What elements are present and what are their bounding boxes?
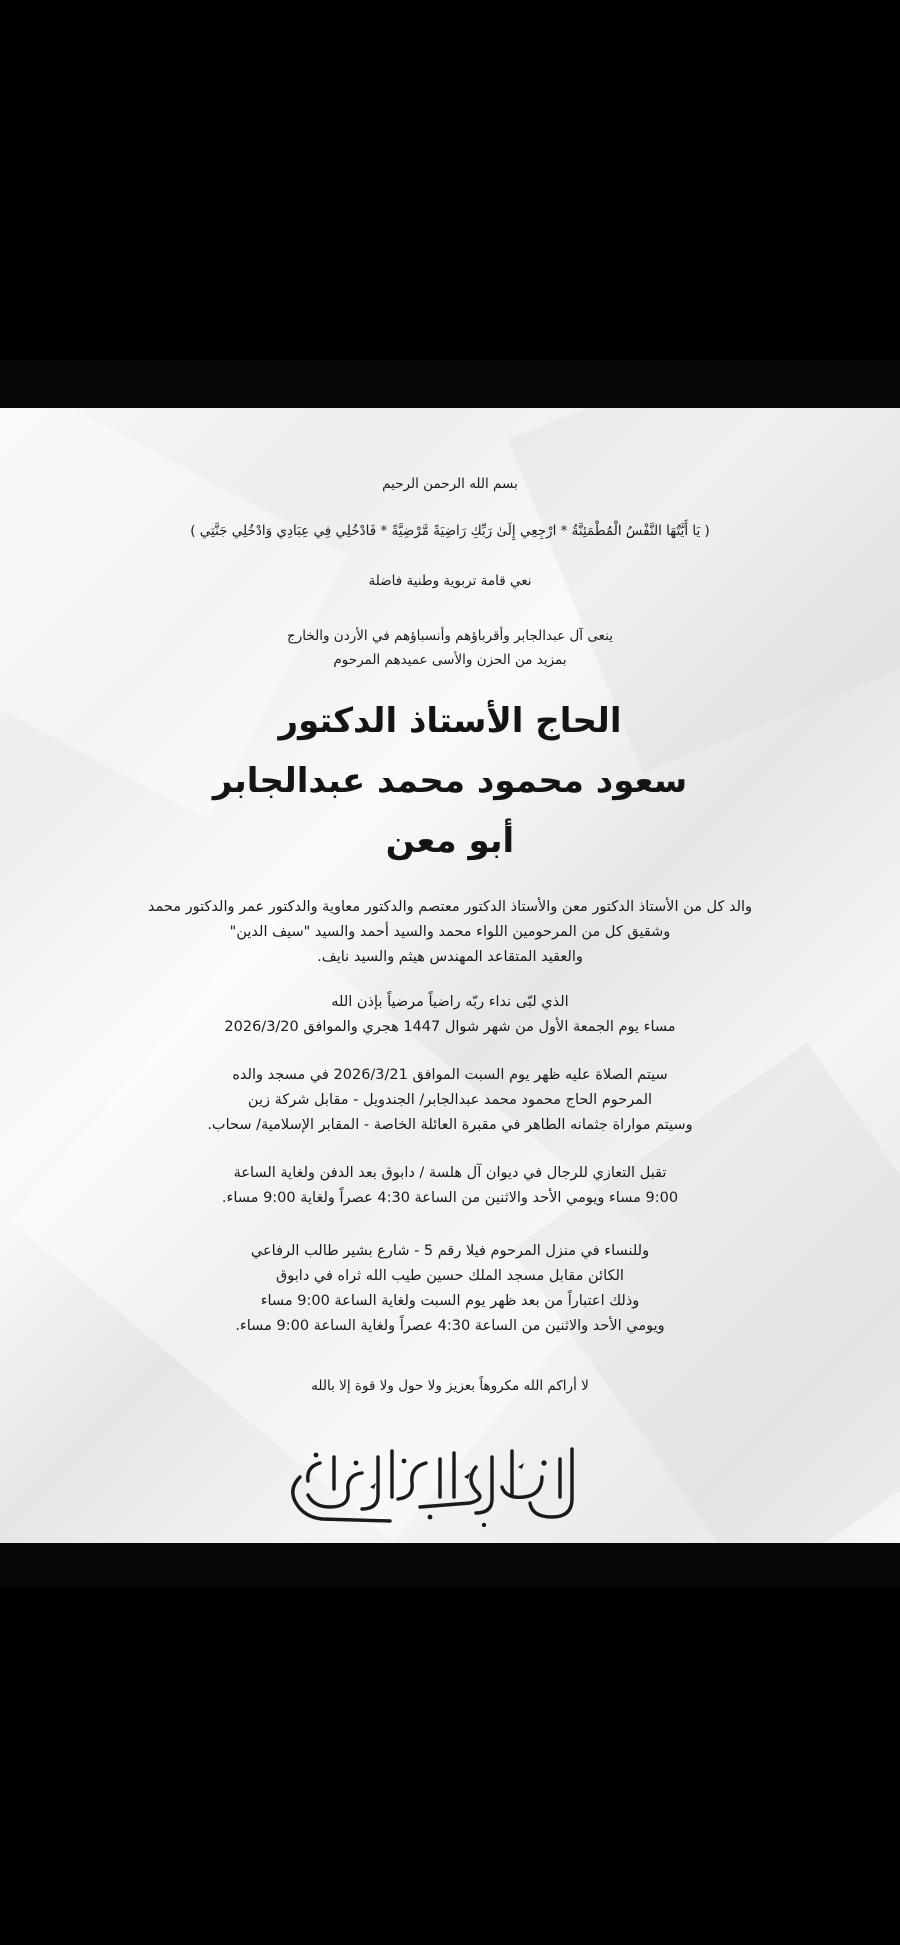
death-line: مساء يوم الجمعة الأول من شهر شوال 1447 هجري والموافق 2026/3/20	[224, 1019, 676, 1035]
family-paragraph	[0, 895, 900, 970]
obituary-card	[0, 408, 900, 1543]
prayer-line: وسيتم مواراة جثمانه الطاهر في مقبرة العائلة الخاصة - المقابر الإسلامية/ سحاب.	[207, 1117, 693, 1133]
deceased-name: سعود محمود محمد عبدالجابر	[212, 761, 688, 801]
women-condolences-line: ويومي الأحد والاثنين من الساعة 4:30 عصراً ولغاية الساعة 9:00 مساء.	[235, 1318, 665, 1334]
deceased-kunya: أبو معن	[385, 821, 515, 861]
women-condolences-line: الكائن مقابل مسجد الملك حسين طيب الله ثراه في دابوق	[276, 1268, 624, 1284]
death-line: الذي لبّى نداء ربّه راضياً مرضياً بإذن الله	[331, 994, 569, 1010]
arabic-calligraphy-icon	[280, 1437, 590, 1527]
prayer-paragraph	[0, 1063, 900, 1138]
deceased-title: الحاج الأستاذ الدكتور	[278, 701, 622, 741]
closing-prayer: لا أراكم الله مكروهاً بعزيز ولا حول ولا قوة إلا بالله	[311, 1378, 589, 1394]
background-facet	[0, 408, 348, 820]
top-dark-band	[0, 360, 900, 408]
men-condolences-line: 9:00 مساء ويومي الأحد والاثنين من الساعة 4:30 عصراً ولغاية 9:00 مساء.	[221, 1190, 679, 1206]
announcement-heading: نعي قامة تربوية وطنية فاضلة	[368, 573, 532, 589]
family-line: وشقيق كل من المرحومين اللواء محمد والسيد أحمد والسيد "سيف الدين"	[229, 924, 671, 940]
bottom-dark-band	[0, 1543, 900, 1588]
death-paragraph	[0, 990, 900, 1040]
family-line: والد كل من الأستاذ الدكتور معن والأستاذ الدكتور معتصم والدكتور معاوية والدكتور عمر والدكتور محمد	[147, 899, 753, 915]
mourners-line: ينعى آل عبدالجابر وأقرباؤهم وأنسباؤهم في الأردن والخارج	[287, 628, 613, 644]
bottom-black-bar	[0, 1588, 900, 1945]
men-condolences-paragraph	[0, 1161, 900, 1211]
family-line: والعقيد المتقاعد المهندس هيثم والسيد نايف.	[317, 949, 583, 965]
women-condolences-paragraph	[0, 1239, 900, 1339]
prayer-line: المرحوم الحاج محمود محمد عبدالجابر/ الجندويل - مقابل شركة زين	[247, 1092, 653, 1108]
prayer-line: سيتم الصلاة عليه ظهر يوم السبت الموافق 2026/3/21 في مسجد والده	[232, 1067, 668, 1083]
basmala: بسم الله الرحمن الرحيم	[382, 476, 518, 492]
women-condolences-line: وللنساء في منزل المرحوم فيلا رقم 5 - شارع بشير طالب الرفاعي	[250, 1243, 650, 1259]
quran-verse: ( يَا أَيَّتُهَا النَّفْسُ الْمُطْمَئِنَّةُ * ارْجِعِي إِلَىٰ رَبِّكِ رَاضِيَةً مَّرْضِيَّةً * فَادْخُلِي فِي عِبَادِي وَادْخُلِي جَنَّتِي )	[190, 523, 710, 539]
men-condolences-line: تقبل التعازي للرجال في ديوان آل هلسة / دابوق بعد الدفن ولغاية الساعة	[233, 1165, 667, 1181]
top-black-bar	[0, 0, 900, 408]
mourners-line: بمزيد من الحزن والأسى عميدهم المرحوم	[333, 652, 567, 668]
women-condolences-line: وذلك اعتباراً من بعد ظهر يوم السبت ولغاية الساعة 9:00 مساء	[260, 1293, 640, 1309]
